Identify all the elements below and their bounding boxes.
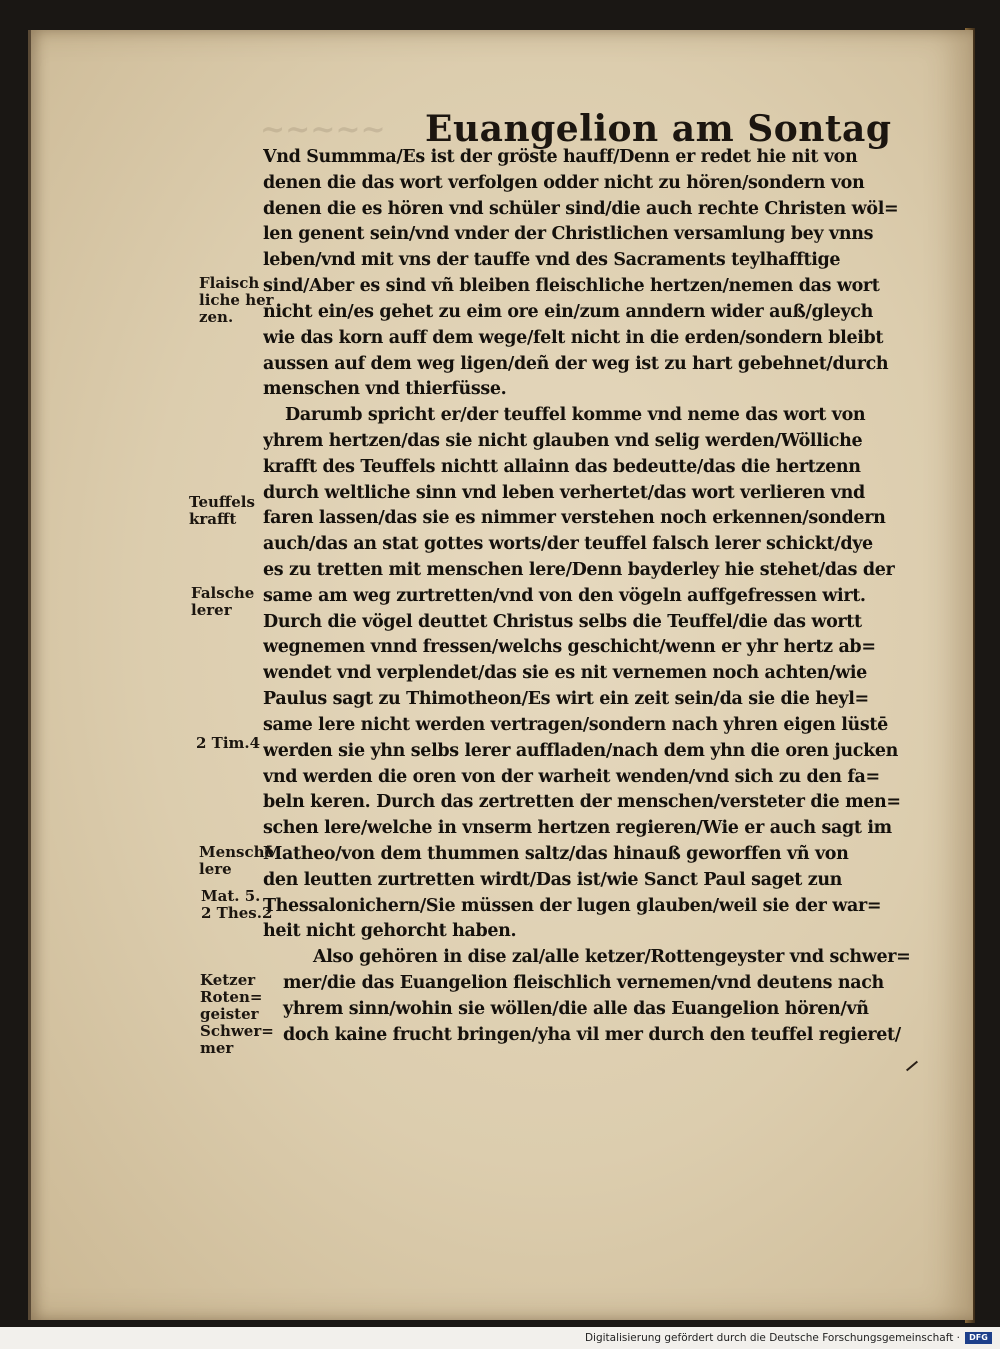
margin-note-mensche xyxy=(199,844,274,878)
text-line: Matheo/von dem thummen saltz/das hinauß geworffen vñ von xyxy=(263,843,849,864)
text-line: nicht ein/es gehet zu eim ore ein/zum anndern wider auß/gleych xyxy=(263,301,873,322)
margin-note-falsche xyxy=(191,585,254,619)
margin-note-line: Flaisch xyxy=(199,274,260,292)
text-line: schen lere/welche in vnserm hertzen regieren/Wie er auch sagt im xyxy=(263,818,892,839)
running-header: Euangelion am Sontag xyxy=(425,108,892,150)
text-line: denen die das wort verfolgen odder nicht zu hören/sondern von xyxy=(263,172,865,193)
text-line: same lere nicht werden vertragen/sondern nach yhren eigen lüstē xyxy=(263,714,888,735)
margin-note-line: Schwer= xyxy=(200,1022,274,1040)
margin-note-tim xyxy=(196,735,260,752)
text-line: krafft des Teuffels nichtt allainn das bedeutte/das die hertzenn xyxy=(263,456,861,477)
text-line: denen die es hören vnd schüler sind/die auch rechte Christen wöl= xyxy=(263,198,899,219)
margin-note-line: 2 Tim.4 xyxy=(196,734,261,752)
margin-note-line: Ketzer xyxy=(200,971,256,989)
text-line: durch weltliche sinn vnd leben verhertet/das wort verlieren vnd xyxy=(263,482,865,503)
margin-note-line: geister xyxy=(200,1005,259,1023)
text-line: menschen vnd thierfüsse. xyxy=(263,379,507,400)
margin-note-line: liche her xyxy=(199,291,274,309)
text-line: wendet vnd verplendet/das sie es nit vernemen noch achten/wie xyxy=(263,663,867,684)
bleed-through-mark: ~~~~~ xyxy=(260,112,386,147)
margin-note-mat xyxy=(201,888,272,922)
margin-note-line: Menschē xyxy=(199,843,275,861)
text-line: heit nicht gehorcht haben. xyxy=(263,921,517,942)
margin-note-line: mer xyxy=(200,1039,234,1057)
footer xyxy=(0,1327,1000,1349)
margin-note-line: krafft xyxy=(189,510,237,528)
text-line: wie das korn auff dem wege/felt nicht in die erden/sondern bleibt xyxy=(263,327,884,348)
text-line: aussen auf dem weg ligen/deñ der weg ist zu hart gebehnet/durch xyxy=(263,353,889,374)
text-line: mer/die das Euangelion fleischlich vernemen/vnd deutens nach xyxy=(283,973,884,993)
margin-note-line: Teuffels xyxy=(189,493,255,511)
body-text xyxy=(263,145,958,1048)
text-line: auch/das an stat gottes worts/der teuffel falsch lerer schickt/dye xyxy=(263,534,873,555)
text-line: wegnemen vnnd fressen/welchs geschicht/wenn er yhr hertz ab= xyxy=(263,637,876,658)
text-line: Darumb spricht er/der teuffel komme vnd neme das wort von xyxy=(285,405,866,426)
funding-credit: Digitalisierung gefördert durch die Deutsche Forschungsgemeinschaft · xyxy=(584,1332,960,1344)
text-line: faren lassen/das sie es nimmer verstehen noch erkennen/sondern xyxy=(263,508,886,529)
text-line: Paulus sagt zu Thimotheon/Es wirt ein zeit sein/da sie die heyl= xyxy=(263,689,869,710)
margin-note-line: Roten= xyxy=(200,988,263,1006)
margin-note-line: zen. xyxy=(199,308,234,326)
margin-note-line: Mat. 5. xyxy=(201,887,261,905)
dfg-logo-icon: DFG xyxy=(965,1332,992,1344)
text-line: vnd werden die oren von der warheit wenden/vnd sich zu den fa= xyxy=(263,766,880,787)
text-line: doch kaine frucht bringen/yha vil mer durch den teuffel regieret/ xyxy=(283,1024,901,1045)
margin-note-line: 2 Thes.2 xyxy=(201,904,273,922)
text-line: leben/vnd mit vns der tauffe vnd des Sacraments teylhafftige xyxy=(263,250,841,271)
text-line: Vnd Summma/Es ist der gröste hauff/Denn er redet hie nit von xyxy=(263,147,858,167)
margin-note-flaisch xyxy=(199,275,274,326)
margin-note-teuffels xyxy=(189,494,255,528)
text-line: len genent sein/vnd vnder der Christlichen versamlung bey vnns xyxy=(263,224,874,245)
text-line: beln keren. Durch das zertretten der menschen/versteter die men= xyxy=(263,792,901,813)
margin-note-line: Falsche xyxy=(191,584,255,602)
text-line: Thessalonichern/Sie müssen der lugen glauben/weil sie der war= xyxy=(263,895,882,916)
margin-note-line: lerer xyxy=(191,601,232,619)
text-line: same am weg zurtretten/vnd von den vögeln auffgefressen wirt. xyxy=(263,585,866,606)
text-line: Also gehören in dise zal/alle ketzer/Rottengeyster vnd schwer= xyxy=(313,947,911,968)
text-line: yhrem sinn/wohin sie wöllen/die alle das Euangelion hören/vñ xyxy=(283,998,869,1019)
text-line: es zu tretten mit menschen lere/Denn bayderley hie stehet/das der xyxy=(263,560,895,580)
margin-note-line: lere xyxy=(199,860,232,878)
text-line: yhrem hertzen/das sie nicht glauben vnd selig werden/Wölliche xyxy=(263,430,863,451)
text-line: Durch die vögel deuttet Christus selbs die Teuffel/die das wortt xyxy=(263,611,862,632)
text-line: werden sie yhn selbs lerer auffladen/nach dem yhn die oren jucken xyxy=(263,740,899,761)
text-line: sind/Aber es sind vñ bleiben fleischliche hertzen/nemen das wort xyxy=(263,276,880,297)
text-line: den leutten zurtretten wirdt/Das ist/wie Sanct Paul saget zun xyxy=(263,869,843,890)
margin-note-ketzer xyxy=(200,972,274,1057)
